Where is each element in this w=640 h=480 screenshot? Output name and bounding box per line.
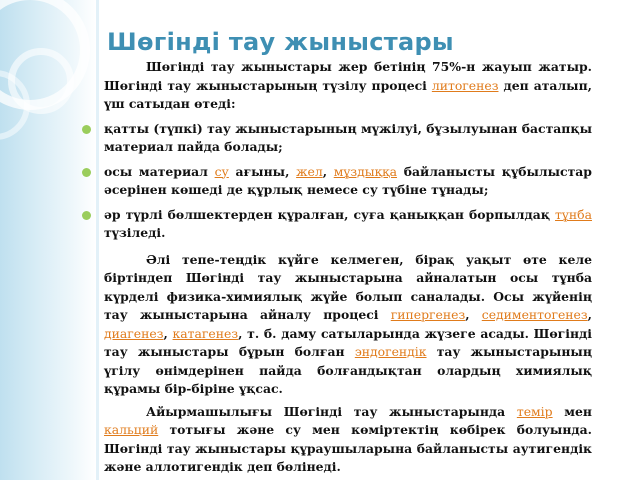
bullet-icon	[82, 211, 91, 220]
link-diagenez[interactable]: диагенез	[104, 325, 164, 341]
bullet-icon	[82, 125, 91, 134]
bullet-icon	[82, 168, 91, 177]
link-su[interactable]: су	[214, 163, 229, 179]
list-item: әр түрлі бөлшектерден құралған, суға қаныққан борпылдақ тұнба түзіледі.	[104, 206, 592, 243]
link-gipergenez[interactable]: гипергенез	[390, 307, 466, 322]
decorative-divider	[96, 0, 99, 480]
paragraph-2: Әлі тепе-теңдік күйге келмеген, бірақ уақыт өте келе біртіндеп Шөгінді тау жыныстарына айналатын осы тұнба күрделі физика-химиялық жүйе болып саналады. Осы жүйенің тау жыныстарына айналу процесі гипергенез, седиментогенез, диагенез, катагенез, т. б. даму сатыларында жүзеге асады. Шөгінді тау жыныстары бұрын болған эндогендік тау жыныстарының үгілу өнімдерінен пайда болғандықтан олардың химиялық құрамы бір-біріне ұқсас.	[104, 251, 592, 396]
link-zhel[interactable]: жел	[296, 163, 323, 179]
page-title: Шөгінді тау жыныстары	[107, 28, 454, 56]
list-item: қатты (түпкі) тау жыныстарының мүжілуі, бұзылуынан бастапқы материал пайда болады;	[104, 120, 592, 157]
decorative-side-band	[0, 0, 96, 480]
paragraph-3: Айырмашылығы Шөгінді тау жыныстарында темір мен кальций тотығы және су мен көміртектің көбірек болуында. Шөгінді тау жыныстары құраушыларына байланысты аутигендік және аллотигендік деп бөлінеді.	[104, 403, 592, 474]
intro-paragraph: Шөгінді тау жыныстары жер бетінің 75%-н жауып жатыр. Шөгінді тау жыныстарының түзілу процесі литогенез деп аталып, үш сатыдан өтеді:	[104, 59, 592, 111]
article-body	[104, 58, 592, 477]
link-temir[interactable]: темір	[516, 403, 553, 419]
link-litogenez[interactable]: литогенез	[431, 77, 499, 93]
link-muzdyk[interactable]: мұздыққа	[333, 163, 398, 179]
link-tunba[interactable]: тұнба	[555, 206, 592, 222]
link-endogendik[interactable]: эндогендік	[354, 344, 427, 359]
list-item: осы материал су ағыны, жел, мұздыққа байланысты құбылыстар әсерінен көшеді де құрлық немесе су түбіне тұнады;	[104, 163, 592, 200]
link-kalciy[interactable]: кальций	[104, 422, 159, 437]
link-katagenez[interactable]: катагенез	[172, 325, 239, 341]
link-sedimentogenez[interactable]: седиментогенез	[481, 307, 588, 322]
